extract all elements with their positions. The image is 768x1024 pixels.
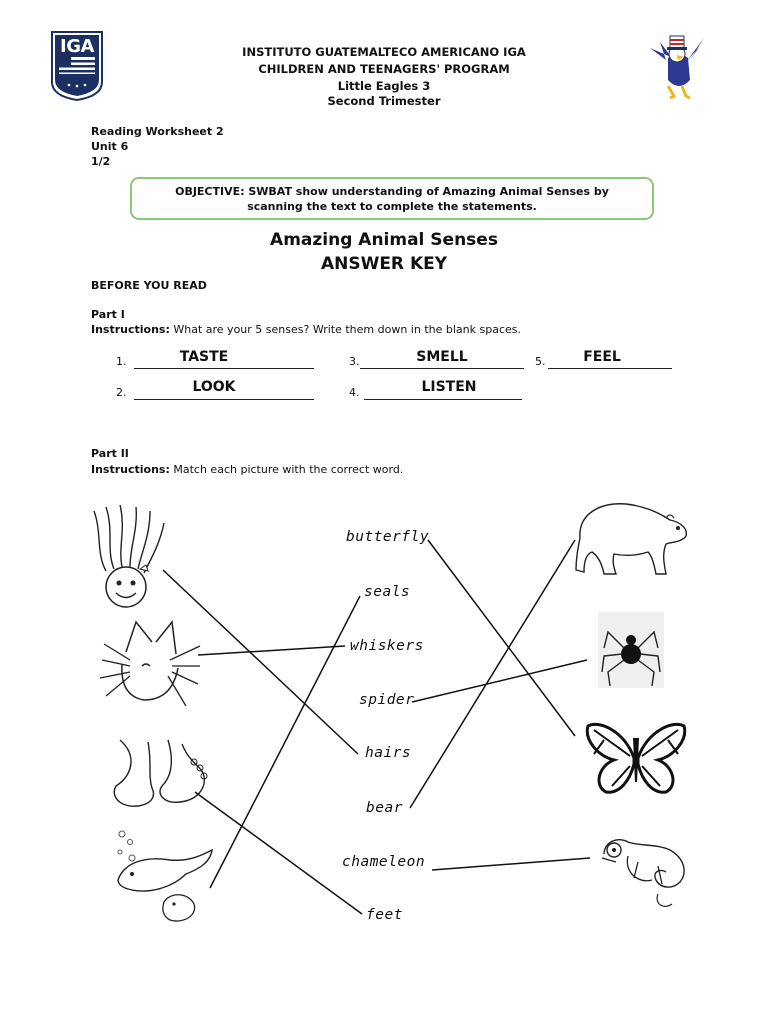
worksheet-name: Reading Worksheet 2 (91, 125, 224, 138)
part1-heading: Part I (91, 308, 125, 321)
blank-4-number: 4. (349, 386, 360, 399)
word-whiskers[interactable]: whiskers (350, 638, 424, 654)
logo-text: IGA (60, 36, 94, 57)
blank-2-number: 2. (116, 386, 127, 399)
answer-5: FEEL (583, 349, 621, 365)
answer-3: SMELL (416, 349, 468, 365)
line-seals (210, 596, 360, 888)
trimester: Second Trimester (327, 94, 441, 108)
level-name: Little Eagles 3 (337, 79, 431, 93)
before-you-read-heading: BEFORE YOU READ (91, 279, 207, 292)
line-butterfly (428, 540, 575, 736)
answer-4: LISTEN (421, 379, 477, 395)
page-title: Amazing Animal Senses (270, 230, 498, 250)
word-seals[interactable]: seals (364, 584, 411, 600)
word-bear[interactable]: bear (366, 800, 403, 816)
part2-heading: Part II (91, 447, 129, 460)
blank-3-number: 3. (349, 355, 360, 368)
blank-5-number: 5. (535, 355, 546, 368)
answer-2: LOOK (192, 379, 236, 395)
line-bear (410, 540, 575, 808)
word-chameleon[interactable]: chameleon (342, 854, 426, 870)
word-spider[interactable]: spider (359, 692, 415, 708)
line-chameleon (432, 858, 590, 870)
part1-instructions: Instructions: What are your 5 senses? Write them down in the blank spaces. (91, 323, 521, 336)
unit-label: Unit 6 (91, 140, 129, 153)
blank-1-number: 1. (116, 355, 127, 368)
program-name: CHILDREN AND TEENAGERS' PROGRAM (258, 62, 510, 76)
answer-1: TASTE (179, 349, 229, 365)
line-whiskers (198, 646, 345, 655)
word-hairs[interactable]: hairs (365, 745, 412, 761)
line-spider (412, 660, 587, 702)
line-hairs (163, 570, 358, 754)
answer-key-title: ANSWER KEY (320, 254, 448, 274)
word-butterfly[interactable]: butterfly (346, 529, 430, 545)
word-feet[interactable]: feet (366, 907, 403, 923)
school-name: INSTITUTO GUATEMALTECO AMERICANO IGA (242, 45, 526, 59)
objective-box: OBJECTIVE: SWBAT show understanding of Amazing Animal Senses by scanning the text to complete the statements. (130, 177, 654, 220)
page-number: 1/2 (91, 155, 111, 168)
part2-instructions: Instructions: Match each picture with the correct word. (91, 463, 404, 476)
line-feet (195, 792, 362, 914)
